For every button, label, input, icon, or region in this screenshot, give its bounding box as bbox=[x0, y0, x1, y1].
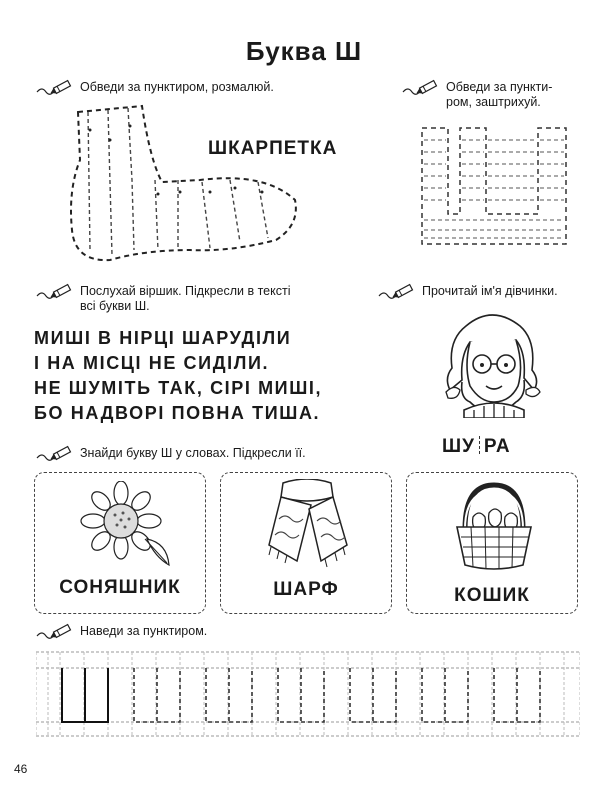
word-card-basket bbox=[406, 472, 578, 614]
page-number: 46 bbox=[14, 762, 28, 776]
letter-sh-shading bbox=[420, 126, 580, 248]
poem-line: БО НАДВОРІ ПОВНА ТИША. bbox=[34, 403, 321, 423]
instruction-text: Наведи за пунктиром. bbox=[80, 624, 208, 638]
card-word: ШАРФ bbox=[273, 579, 339, 600]
page-title: Буква Ш bbox=[245, 36, 363, 66]
instruction-words bbox=[36, 446, 306, 462]
word-card-sunflower bbox=[34, 472, 206, 614]
instruction-text: Знайди букву Ш у словах. Підкресли її. bbox=[80, 446, 306, 460]
instruction-line: всі букви Ш. bbox=[80, 299, 150, 313]
name-syllable: ШУ bbox=[442, 436, 475, 457]
poem-line: НЕ ШУМІТЬ ТАК, СІРІ МИШІ, bbox=[34, 378, 323, 398]
pencil-icon bbox=[36, 282, 74, 300]
instruction-line: Послухай віршик. Підкресли в тексті bbox=[80, 284, 291, 298]
instruction-text: Обведи за пунктиром, розмалюй. bbox=[80, 80, 274, 94]
instruction-shade bbox=[402, 80, 552, 110]
poem-line: МИШІ В НІРЦІ ШАРУДІЛИ bbox=[34, 328, 292, 348]
girl-portrait-image bbox=[436, 306, 548, 418]
instruction-text: Прочитай ім'я дівчинки. bbox=[422, 284, 558, 298]
scarf-icon bbox=[261, 479, 353, 569]
pencil-icon bbox=[36, 78, 74, 96]
pencil-icon bbox=[36, 444, 74, 462]
name-syllable: РА bbox=[483, 436, 511, 457]
instruction-poem bbox=[36, 284, 290, 314]
girl-name bbox=[442, 436, 511, 458]
poem bbox=[34, 326, 322, 426]
instruction-line: ром, заштрихуй. bbox=[446, 95, 541, 109]
pencil-icon bbox=[36, 622, 74, 640]
pencil-icon bbox=[402, 78, 440, 96]
card-word: СОНЯШНИК bbox=[59, 577, 181, 598]
sock-outline-image bbox=[50, 100, 310, 270]
word-card-scarf bbox=[220, 472, 392, 614]
instruction-sock bbox=[36, 80, 274, 96]
instruction-line: Обведи за пункти- bbox=[446, 80, 553, 94]
sunflower-icon bbox=[71, 481, 181, 567]
card-word: КОШИК bbox=[454, 585, 530, 606]
basket-icon bbox=[451, 481, 537, 573]
pencil-icon bbox=[378, 282, 416, 300]
instruction-trace bbox=[36, 624, 207, 640]
instruction-name bbox=[378, 284, 558, 300]
poem-line: І НА МІСЦІ НЕ СИДІЛИ. bbox=[34, 353, 270, 373]
syllable-divider bbox=[479, 436, 480, 454]
sock-word: ШКАРПЕТКА bbox=[208, 138, 338, 159]
tracing-grid bbox=[36, 646, 580, 738]
